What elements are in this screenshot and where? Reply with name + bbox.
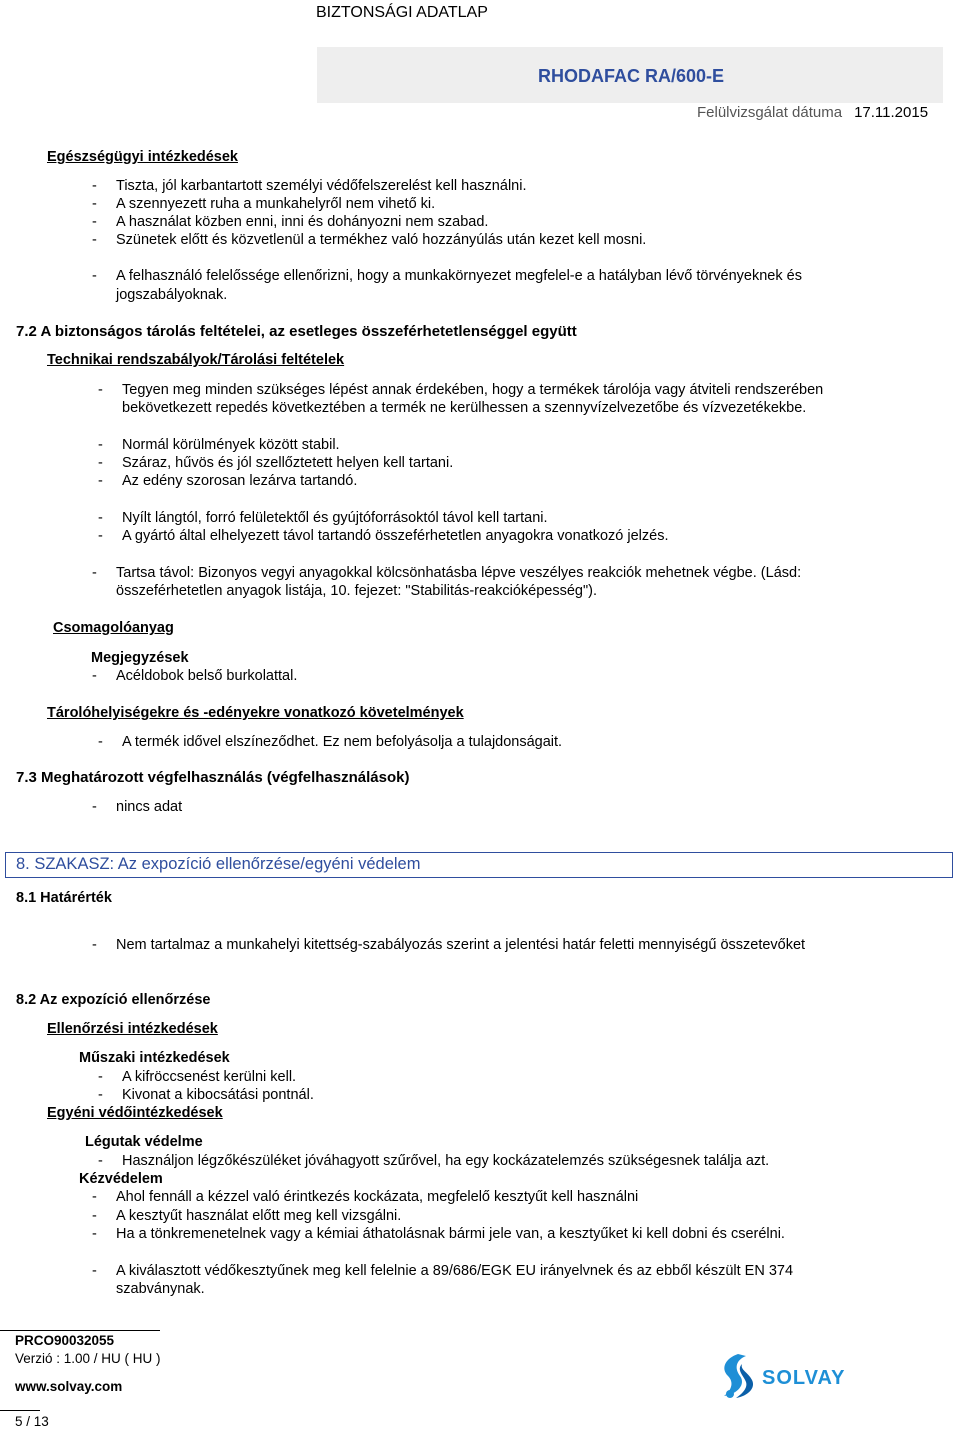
- packaging-title: Csomagolóanyag: [53, 620, 174, 636]
- technical-measures-title: Technikai rendszabályok/Tárolási feltételek: [47, 352, 345, 368]
- engineering-measures-title: Műszaki intézkedések: [79, 1050, 230, 1066]
- section-8-2-title: 8.2 Az expozíció ellenőrzése: [16, 992, 211, 1008]
- section-8-title: 8. SZAKASZ: Az expozíció ellenőrzése/egyéni védelem: [16, 855, 421, 873]
- list-item: - Normál körülmények között stabil.: [98, 437, 340, 453]
- list-item: - A kifröccsenést kerülni kell.: [98, 1069, 297, 1085]
- page-number-divider: [0, 1410, 40, 1411]
- list-item-continuation: összeférhetetlen anyagok listája, 10. fejezet: "Stabilitás-reakcióképesség").: [116, 583, 597, 599]
- list-item: - A használat közben enni, inni és dohányozni nem szabad.: [92, 214, 489, 230]
- list-item: - A gyártó által elhelyezett távol tartandó összeférhetetlen anyagokra vonatkozó jelzés.: [98, 528, 669, 544]
- notes-title: Megjegyzések: [91, 650, 189, 666]
- list-item: - Tartsa távol: Bizonyos vegyi anyagokkal kölcsönhatásba lépve veszélyes reakciók mehetnek végbe. (Lásd:: [92, 565, 802, 581]
- section-8-1-title: 8.1 Határérték: [16, 890, 112, 906]
- list-item: - Szünetek előtt és közvetlenül a termékhez való hozzányúlás után kezet kell mosni.: [92, 232, 647, 248]
- list-item: - A termék idővel elszíneződhet. Ez nem befolyásolja a tulajdonságait.: [98, 734, 563, 750]
- list-item-continuation: jogszabályoknak.: [116, 287, 228, 303]
- page-number: 5 / 13: [15, 1414, 49, 1429]
- product-code: PRCO90032055: [15, 1333, 115, 1348]
- list-item: - Nyílt lángtól, forró felületektől és gyújtóforrásoktól távol kell tartani.: [98, 510, 548, 526]
- document-title: BIZTONSÁGI ADATLAP: [316, 4, 488, 21]
- logo-text: SOLVAY: [762, 1367, 846, 1389]
- list-item: - Kivonat a kibocsátási pontnál.: [98, 1087, 314, 1103]
- list-item: - A kesztyűt használat előtt meg kell vizsgálni.: [92, 1208, 402, 1224]
- revision-date: 17.11.2015: [854, 104, 929, 121]
- list-item: - Nem tartalmaz a munkahelyi kitettség-szabályozás szerint a jelentési határ feletti mennyiségű összetevőket: [92, 937, 806, 953]
- list-item: - A szennyezett ruha a munkahelyről nem vihető ki.: [92, 196, 436, 212]
- section-7-3-title: 7.3 Meghatározott végfelhasználás (végfelhasználások): [16, 769, 410, 786]
- list-item: - Tiszta, jól karbantartott személyi védőfelszerelést kell használni.: [92, 178, 527, 194]
- storage-requirements-title: Tárolóhelyiségekre és -edényekre vonatkozó követelmények: [47, 705, 464, 721]
- list-item-continuation: szabványnak.: [116, 1281, 205, 1297]
- respiratory-protection-title: Légutak védelme: [85, 1134, 203, 1150]
- control-measures-title: Ellenőrzési intézkedések: [47, 1021, 218, 1037]
- version-info: Verzió : 1.00 / HU ( HU ): [15, 1351, 161, 1366]
- hygiene-title: Egészségügyi intézkedések: [47, 149, 238, 165]
- revision-label: Felülvizsgálat dátuma: [697, 104, 843, 121]
- personal-protection-title: Egyéni védőintézkedések: [47, 1105, 223, 1121]
- website-link[interactable]: www.solvay.com: [15, 1379, 123, 1394]
- list-item-continuation: bekövetkezett repedés következtében a termék ne kerülhessen a szennyvízelvezetőbe és vízvezetékekbe.: [122, 400, 807, 416]
- list-item: - Ahol fennáll a kézzel való érintkezés kockázata, megfelelő kesztyűt kell használni: [92, 1189, 639, 1205]
- list-item: - A felhasználó felelőssége ellenőrizni, hogy a munkakörnyezet megfelel-e a hatályban lévő törvényeknek és: [92, 268, 802, 284]
- product-name: RHODAFAC RA/600-E: [538, 66, 725, 86]
- section-7-2-title: 7.2 A biztonságos tárolás feltételei, az esetleges összeférhetetlenséggel együtt: [16, 323, 577, 340]
- solvay-logo: [716, 1350, 856, 1405]
- list-item: - nincs adat: [92, 799, 183, 815]
- list-item: - Az edény szorosan lezárva tartandó.: [98, 473, 358, 489]
- solvay-logo-icon: [716, 1350, 856, 1402]
- list-item: - Használjon légzőkészüléket jóváhagyott szűrővel, ha egy kockázatelemzés szükségesnek találja azt.: [98, 1153, 770, 1169]
- list-item: - A kiválasztott védőkesztyűnek meg kell felelnie a 89/686/EGK EU irányelvnek és az ebből készült EN 374: [92, 1263, 794, 1279]
- list-item: - Ha a tönkremenetelnek vagy a kémiai áthatolásnak bármi jele van, a kesztyűket ki kell dobni és cserélni.: [92, 1226, 785, 1242]
- hand-protection-title: Kézvédelem: [79, 1171, 163, 1187]
- revision-date-row: [697, 104, 928, 121]
- list-item: - Tegyen meg minden szükséges lépést annak érdekében, hogy a termékek tárolója vagy átviteli rendszerében: [98, 382, 824, 398]
- list-item: - Acéldobok belső burkolattal.: [92, 668, 298, 684]
- list-item: - Száraz, hűvös és jól szellőztetett helyen kell tartani.: [98, 455, 454, 471]
- footer-divider: [0, 1330, 160, 1331]
